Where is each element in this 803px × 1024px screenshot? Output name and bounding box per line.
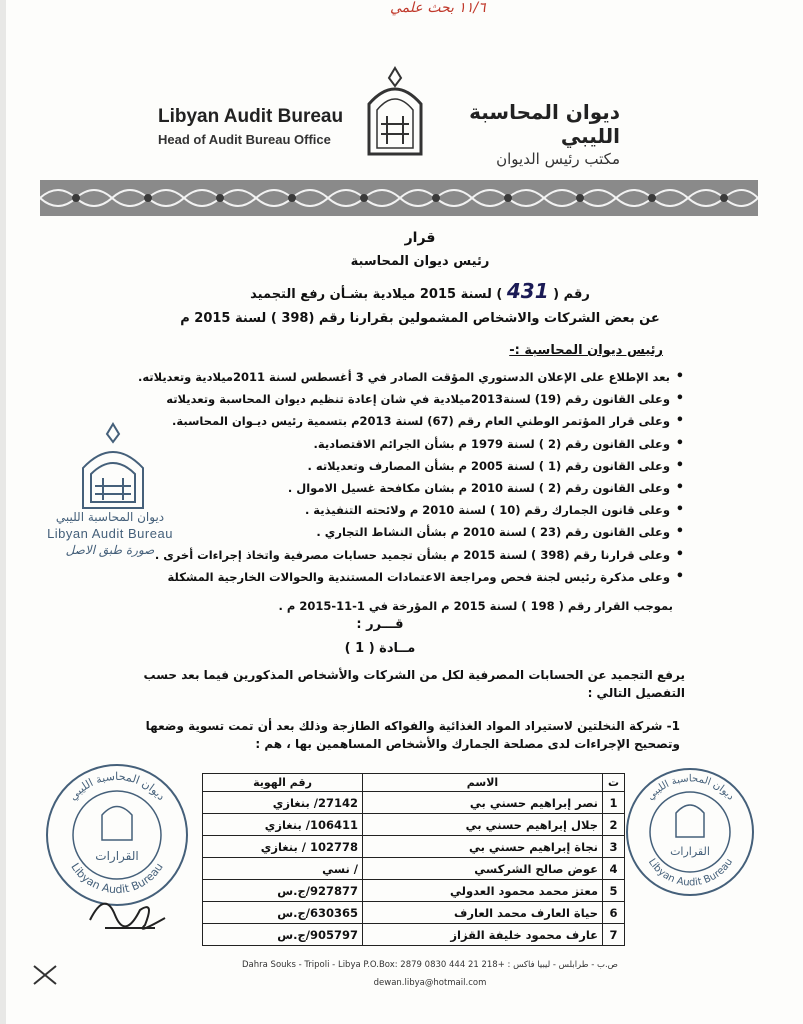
org-name-ar: ديوان المحاسبة الليبي — [469, 100, 620, 148]
row-number: 2 — [603, 814, 625, 836]
signature-icon — [85, 880, 175, 940]
table-row — [203, 858, 625, 880]
round-stamp-right-arc-ar: ديوان المحاسبة الليبي — [645, 773, 737, 803]
page-footer — [150, 960, 710, 988]
row-id: 905797/ج.س — [203, 924, 363, 946]
row-number: 6 — [603, 902, 625, 924]
stamp-true-copy: صورة طبق الاصل — [65, 543, 155, 557]
item-one-text: 1- شركة النخلتين لاستيراد المواد الغذائية والفواكه الطازجة وذلك بعد أن تمت تسوية وضعها وتصحيح الإجراءات لدى مصلحة الجمارك والأشخاص المساهمين بها ، هم : — [145, 719, 680, 751]
title-issuer: رئيس ديوان المحاسبة — [350, 254, 490, 269]
corner-mark-icon — [30, 960, 60, 990]
legal-reference: • وعلى مذكرة رئيس لجنة فحص ومراجعة الاعتمادات المستندية والحوالات الخارجية المشكلة — [140, 566, 680, 588]
table-row — [203, 792, 625, 814]
table-row — [203, 880, 625, 902]
row-id: 27142/ بنغازي — [203, 792, 363, 814]
row-name: نجاة إبراهيم حسني بي — [363, 836, 603, 858]
header-arabic — [445, 100, 620, 168]
legal-reference: • وعلى القانون رقم (1 ) لسنة 2005 م بشأن المصارف وتعديلاته . — [140, 455, 680, 477]
article-heading: مــادة ( 1 ) — [344, 641, 416, 656]
row-number: 4 — [603, 858, 625, 880]
row-name: جلال إبراهيم حسني بي — [363, 814, 603, 836]
round-stamp-arc-en: Libyan Audit Bureau — [68, 860, 166, 897]
preamble-heading: رئيس ديوان المحاسبة :- — [509, 343, 663, 358]
office-name-ar: مكتب رئيس الديوان — [496, 150, 620, 168]
row-name: حياة العارف محمد العارف — [363, 902, 603, 924]
stamp-org-en: Libyan Audit Bureau — [47, 526, 173, 541]
legal-reference: • وعلى القانون رقم (23 ) لسنة 2010 م بشأن النشاط التجاري . — [140, 521, 680, 543]
row-id: 630365/ج.س — [203, 902, 363, 924]
decision-title — [160, 230, 680, 326]
row-number: 5 — [603, 880, 625, 902]
article-text: يرفع التجميد عن الحسابات المصرفية لكل من الشركات والأشخاص المذكورين فيما بعد حسب التفصيل التالي : — [143, 668, 685, 700]
row-number: 1 — [603, 792, 625, 814]
round-stamp-center: القرارات — [95, 849, 139, 863]
header-english — [158, 106, 358, 147]
legal-reference-continuation: بموجب القرار رقم ( 198 ) لسنة 2015 م المؤرخة في 1-11-2015 م . — [278, 599, 673, 613]
table-header-row — [203, 774, 625, 792]
row-id: 106411/ بنغازي — [203, 814, 363, 836]
round-stamp-right-icon — [623, 765, 758, 900]
title-decision: قرار — [404, 230, 436, 246]
footer-address: Dahra Souks - Tripoli - Libya P.O.Box: 2879 ص.ب - طرابلس - ليبيا فاكس : +218 21 444 0830 — [242, 960, 618, 970]
legal-reference: • وعلى قرار المؤتمر الوطني العام رقم (67) لسنة 2013م بتسمية رئيس ديـوان المحاسبة. — [140, 410, 680, 432]
round-stamp-arc-ar: ديوان المحاسبة الليبي — [66, 769, 168, 803]
decided-heading: قـــرر : — [356, 617, 404, 632]
title-number-line — [160, 279, 680, 303]
title-subject: عن بعض الشركات والاشخاص المشمولين بقرارنا رقم (398 ) لسنة 2015 م — [180, 311, 660, 326]
row-id: 102778 / بنغازي — [203, 836, 363, 858]
legal-references — [137, 366, 680, 588]
column-header-name: الاسم — [363, 774, 603, 792]
round-stamp-right-center: القرارات — [670, 845, 710, 858]
footer-email: dewan.libya@hotmail.com — [373, 978, 487, 988]
decision-number: 431 — [506, 279, 549, 303]
legal-reference: • وعلى القانون رقم (19) لسنة2013ميلادية في شان إعادة تنظيم ديوان المحاسبة وتعديلاته — [140, 388, 680, 410]
row-name: معتز محمد محمود العدولي — [363, 880, 603, 902]
shareholders-table — [202, 773, 625, 946]
org-name-en: Libyan Audit Bureau — [158, 106, 344, 127]
row-name: نصر إبراهيم حسني بي — [363, 792, 603, 814]
scan-edge — [0, 0, 6, 1024]
row-id: 927877/ج.س — [203, 880, 363, 902]
row-id: / نسي — [203, 858, 363, 880]
round-stamp-right-arc-en: Libyan Audit Bureau — [645, 856, 736, 889]
ornamental-border — [40, 180, 758, 216]
table-row — [203, 924, 625, 946]
bureau-logo-icon — [355, 64, 435, 160]
row-number: 7 — [603, 924, 625, 946]
table-row — [203, 902, 625, 924]
row-number: 3 — [603, 836, 625, 858]
legal-reference: • وعلى القانون رقم (2 ) لسنة 2010 م بشان مكافحة غسيل الاموال . — [140, 477, 680, 499]
legal-reference: • وعلى قرارنا رقم (398 ) لسنة 2015 م بشأن تجميد حسابات مصرفية واتخاذ إجراءات أخرى . — [140, 544, 680, 566]
title-number-prefix: رقم ( — [553, 287, 590, 302]
legal-reference: • وعلى القانون رقم (2 ) لسنة 1979 م بشأن الجرائم الاقتصادية. — [140, 433, 680, 455]
title-number-suffix: ) لسنة 2015 ميلادية بشـأن رفع التجميد — [250, 287, 503, 302]
row-name: عارف محمود خليفة القزاز — [363, 924, 603, 946]
legal-reference: • بعد الإطلاع على الإعلان الدستوري المؤقت الصادر في 3 أغسطس لسنة 2011ميلادية وتعديلاته. — [140, 366, 680, 388]
column-header-id: رقم الهوية — [203, 774, 363, 792]
column-header-num: ت — [603, 774, 625, 792]
legal-reference: • وعلى قانون الجمارك رقم (10 ) لسنة 2010 م ولائحته التنفيذية . — [140, 499, 680, 521]
certification-stamp-text — [40, 510, 180, 557]
handwritten-reference: ١١/٦ بحث علمي — [390, 0, 486, 16]
stamp-org-ar: ديوان المحاسبة الليبي — [55, 510, 165, 524]
office-name-en: Head of Audit Bureau Office — [158, 132, 331, 147]
table-row — [203, 836, 625, 858]
table-row — [203, 814, 625, 836]
row-name: عوض صالح الشركسي — [363, 858, 603, 880]
